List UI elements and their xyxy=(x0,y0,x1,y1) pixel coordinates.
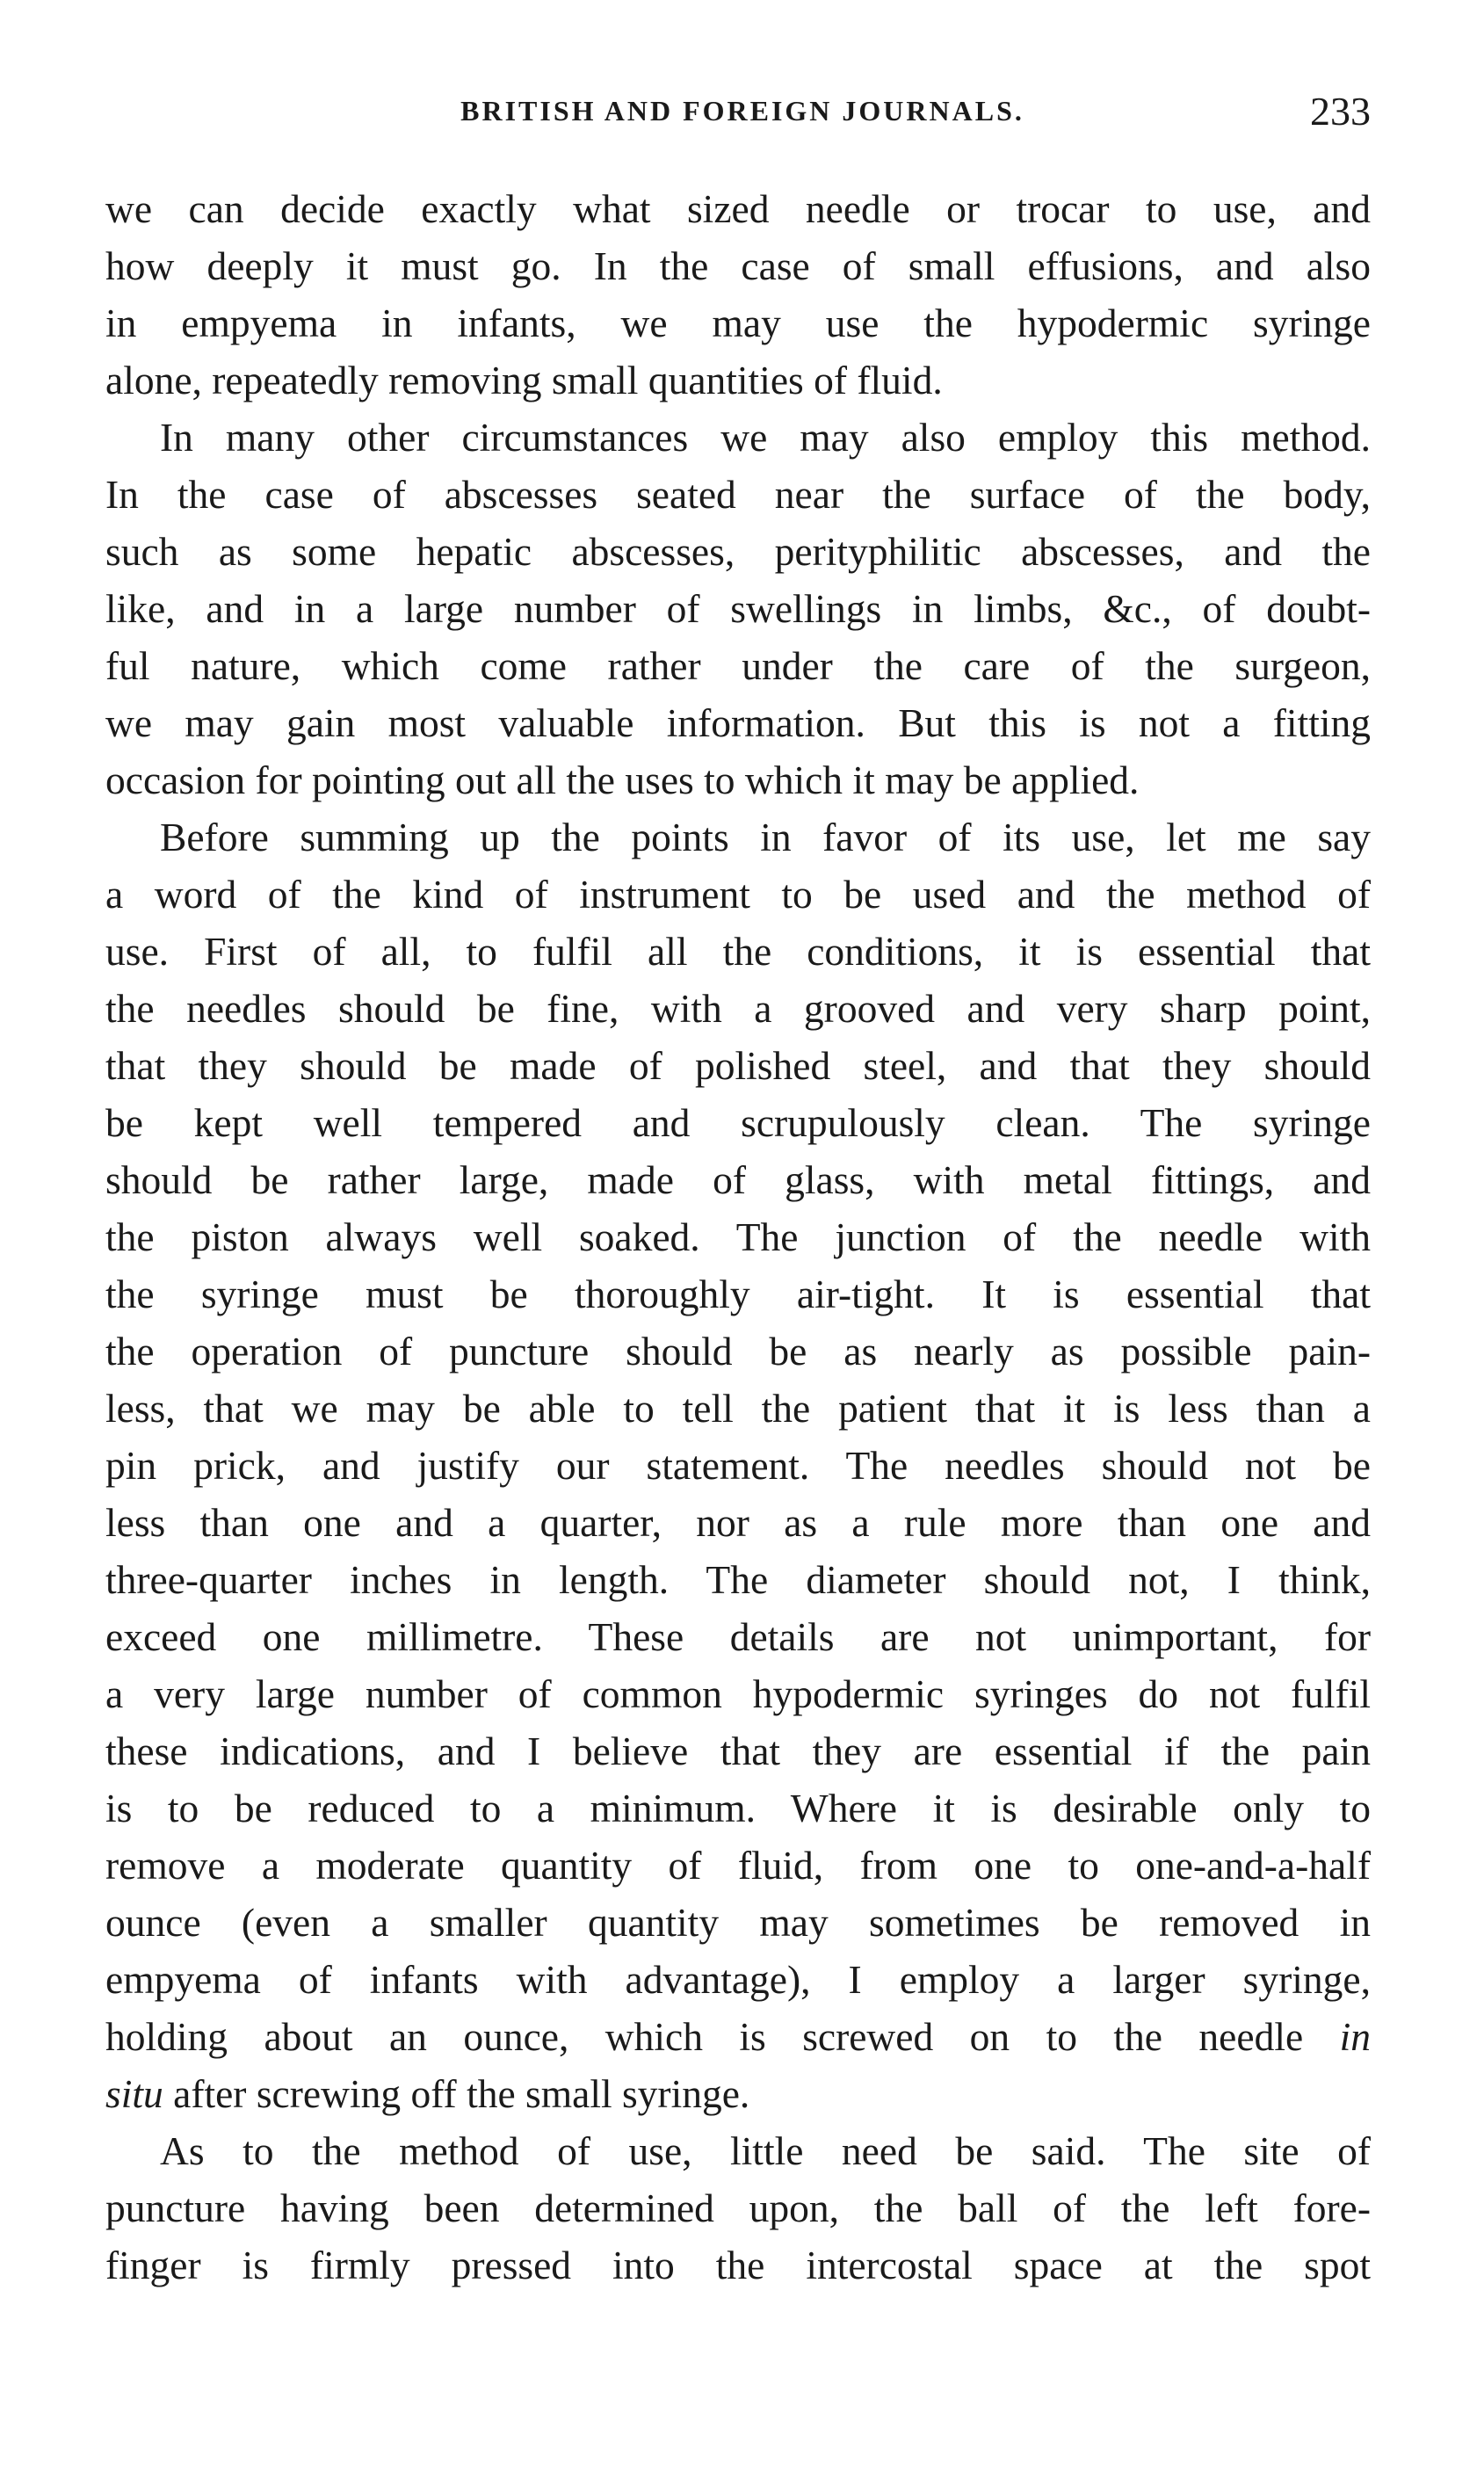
running-title: BRITISH AND FOREIGN JOURNALS. xyxy=(460,95,1024,127)
text-line: a word of the kind of instrument to be used and the method of xyxy=(105,872,1371,917)
text-line: should be rather large, made of glass, with metal fittings, and xyxy=(105,1157,1371,1202)
text-line: these indications, and I believe that they are essential if the pain xyxy=(105,1729,1371,1773)
text-line: occasion for pointing out all the uses to which it may be applied. xyxy=(105,757,1140,802)
text-line: three-quarter inches in length. The diameter should not, I think, xyxy=(105,1557,1371,1602)
text-line: the needles should be fine, with a grooved and very sharp point, xyxy=(105,986,1371,1031)
text-line: like, and in a large number of swellings in limbs, &c., of doubt- xyxy=(105,586,1371,631)
text-line: is to be reduced to a minimum. Where it is desirable only to xyxy=(105,1786,1371,1830)
text-line: a very large number of common hypodermic syringes do not fulfil xyxy=(105,1671,1371,1716)
text-line: Before summing up the points in favor of its use, let me say xyxy=(160,815,1371,859)
text-line: in empyema in infants, we may use the hypodermic syringe xyxy=(105,301,1371,345)
text-line: empyema of infants with advantage), I employ a larger syringe, xyxy=(105,1957,1371,2002)
italic-word: in xyxy=(1339,2014,1371,2059)
text-line: we may gain most valuable information. But this is not a fitting xyxy=(105,700,1371,745)
text-line: finger is firmly pressed into the intercostal space at the spot xyxy=(105,2243,1371,2287)
text-line: less than one and a quarter, nor as a rule more than one and xyxy=(105,1500,1371,1545)
text-line: remove a moderate quantity of fluid, from one to one-and-a-half xyxy=(105,1843,1371,1888)
text-line: the piston always well soaked. The junction of the needle with xyxy=(105,1214,1371,1259)
text-line: less, that we may be able to tell the patient that it is less than a xyxy=(105,1386,1371,1431)
page-number: 233 xyxy=(1310,89,1371,134)
text-line: exceed one millimetre. These details are not unimportant, for xyxy=(105,1614,1371,1659)
text-line: situ after screwing off the small syringe. xyxy=(105,2071,750,2116)
running-head xyxy=(114,88,1371,141)
text-line: alone, repeatedly removing small quantities of fluid. xyxy=(105,358,943,402)
text-line: puncture having been determined upon, the ball of the left fore- xyxy=(105,2185,1371,2230)
text-line: use. First of all, to fulfil all the conditions, it is essential that xyxy=(105,929,1371,974)
text-line: the syringe must be thoroughly air-tight. It is essential that xyxy=(105,1272,1371,1316)
text-line: the operation of puncture should be as nearly as possible pain- xyxy=(105,1329,1371,1374)
text-line: such as some hepatic abscesses, perityphilitic abscesses, and the xyxy=(105,529,1371,574)
text-line: As to the method of use, little need be said. The site of xyxy=(160,2128,1371,2173)
text-line: we can decide exactly what sized needle or trocar to use, and xyxy=(105,186,1371,231)
text-line: that they should be made of polished steel, and that they should xyxy=(105,1043,1371,1088)
text-line: ful nature, which come rather under the care of the surgeon, xyxy=(105,643,1371,688)
text-line: how deeply it must go. In the case of small effusions, and also xyxy=(105,243,1371,288)
text-line: be kept well tempered and scrupulously clean. The syringe xyxy=(105,1100,1371,1145)
text-line: holding about an ounce, which is screwed on to the needle in xyxy=(105,2014,1371,2059)
italic-word: situ xyxy=(105,2071,163,2116)
text-line: In the case of abscesses seated near the surface of the body, xyxy=(105,472,1371,517)
text-line: pin prick, and justify our statement. The needles should not be xyxy=(105,1443,1371,1488)
body-text xyxy=(105,180,1371,2294)
text-line: ounce (even a smaller quantity may sometimes be removed in xyxy=(105,1900,1371,1945)
text-line: In many other circumstances we may also employ this method. xyxy=(160,415,1371,460)
